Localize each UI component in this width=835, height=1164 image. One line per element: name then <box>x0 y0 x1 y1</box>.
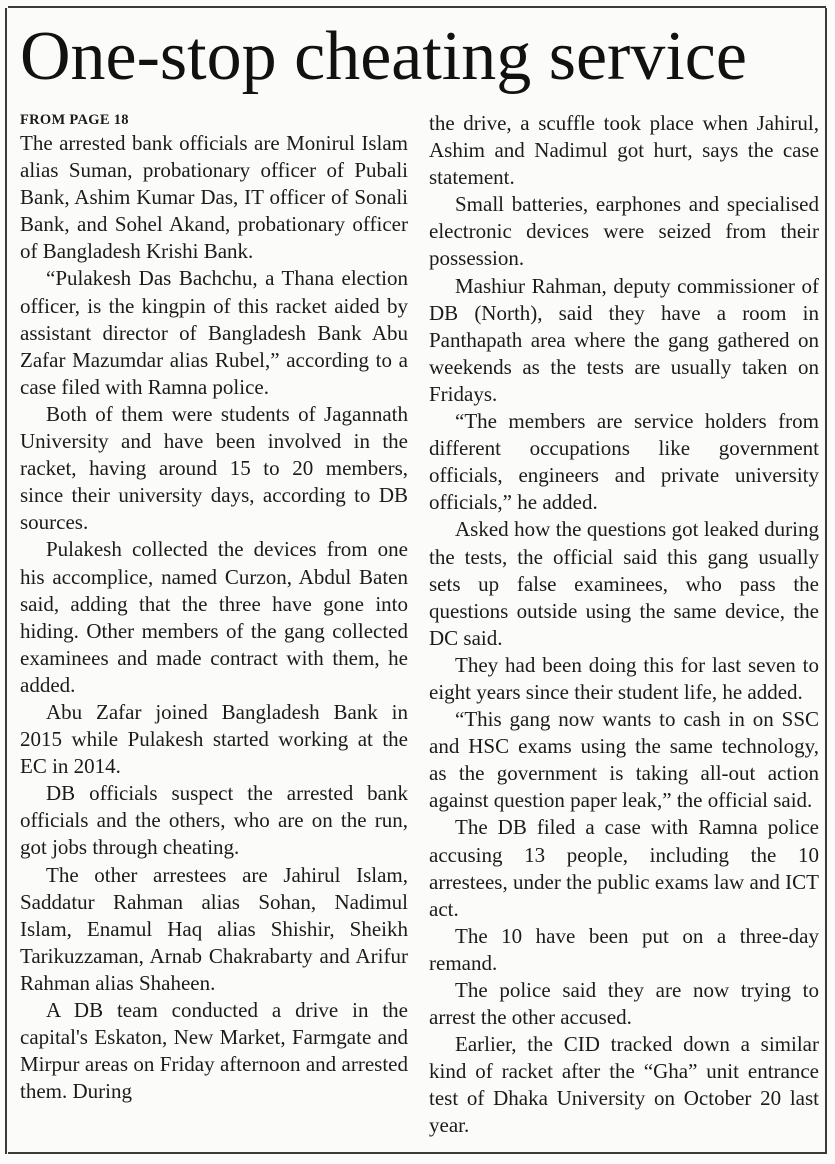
paragraph: the drive, a scuffle took place when Jahirul, Ashim and Nadimul got hurt, says the case statement. <box>429 111 819 190</box>
paragraph: Asked how the questions got leaked during the tests, the official said this gang usually sets up false examinees, who pass the questions outside using the same device, the DC said. <box>429 517 819 650</box>
left-column <box>20 108 408 1105</box>
paragraph: Mashiur Rahman, deputy commissioner of DB (North), said they have a room in Panthapath area where the gang gathered on weekends as the tests are usually taken on Fridays. <box>429 273 819 406</box>
paragraph: Earlier, the CID tracked down a similar kind of racket after the “Gha” unit entrance test of Dhaka University on October 20 last year. <box>429 1032 819 1138</box>
paragraph: They had been doing this for last seven to eight years since their student life, he added. <box>429 652 819 704</box>
left-border-rule <box>5 8 7 1154</box>
bottom-border-rule <box>8 1152 826 1154</box>
right-column <box>429 110 819 1140</box>
paragraph: The 10 have been put on a three-day remand. <box>429 923 819 975</box>
right-border-rule <box>825 8 827 1154</box>
paragraph: DB officials suspect the arrested bank officials and the others, who are on the run, got jobs through cheating. <box>20 781 408 860</box>
paragraph: “This gang now wants to cash in on SSC and HSC exams using the same technology, as the government is taking all-out action against question paper leak,” the official said. <box>429 707 819 813</box>
paragraph: The other arrestees are Jahirul Islam, Saddatur Rahman alias Sohan, Nadimul Islam, Enamul Haq alias Shishir, Sheikh Tarikuzzaman, Arnab Chakrabarty and Arifur Rahman alias Shaheen. <box>20 862 408 995</box>
paragraph: Pulakesh collected the devices from one his accomplice, named Curzon, Abdul Baten said, adding that the three have gone into hiding. Other members of the gang collected examinees and made contract with them, he added. <box>20 537 408 697</box>
paragraph: The DB filed a case with Ramna police accusing 13 people, including the 10 arrestees, under the public exams law and ICT act. <box>429 815 819 921</box>
kicker-from-page: FROM PAGE 18 <box>20 112 129 128</box>
paragraph: “Pulakesh Das Bachchu, a Thana election officer, is the kingpin of this racket aided by assistant director of Bangladesh Bank Abu Zafar Mazumdar alias Rubel,” according to a case filed with Ramna police. <box>20 266 408 399</box>
paragraph: Small batteries, earphones and specialised electronic devices were seized from their possession. <box>429 192 819 271</box>
headline: One-stop cheating service <box>20 18 747 95</box>
paragraph: The police said they are now trying to arrest the other accused. <box>429 978 819 1030</box>
paragraph: “The members are service holders from different occupations like government officials, engineers and private university officials,” he added. <box>429 409 819 515</box>
paragraph: Both of them were students of Jagannath University and have been involved in the racket, having around 15 to 20 members, since their university days, according to DB sources. <box>20 401 408 535</box>
paragraph: A DB team conducted a drive in the capital's Eskaton, New Market, Farmgate and Mirpur areas on Friday afternoon and arrested them. During <box>20 998 408 1104</box>
paragraph: Abu Zafar joined Bangladesh Bank in 2015 while Pulakesh started working at the EC in 2014. <box>20 699 408 779</box>
paragraph: The arrested bank officials are Monirul Islam alias Suman, probationary officer of Pubali Bank, Ashim Kumar Das, IT officer of Sonali Bank, and Sohel Akand, probationary officer of Bangladesh Krishi Bank. <box>20 131 408 264</box>
top-border-rule <box>8 6 826 8</box>
